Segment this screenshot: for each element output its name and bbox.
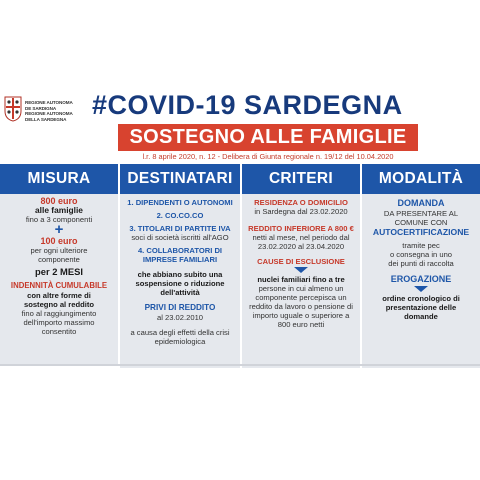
self-certification: AUTOCERTIFICAZIONE <box>372 227 470 237</box>
poster <box>0 86 480 364</box>
law-reference: l.r. 8 aprile 2020, n. 12 - Delibera di Giunta regionale n. 19/12 del 10.04.2020 <box>142 152 394 161</box>
duration: per 2 MESI <box>35 266 83 277</box>
amount-extra: 100 euro <box>40 236 78 246</box>
column-divider <box>360 164 362 364</box>
heading-destinatari: DESTINATARI <box>127 170 233 187</box>
column-destinatari: 1. DIPENDENTI O AUTONOMI 2. CO.CO.CO 3. TITOLARI DI PARTITE IVA soci di società iscritti all'AGO 4. COLLABORATORI DI IMPRESE FAMILIARI che abbiano subito una sospensione o riduzione dell'attività PRIVI DI REDDITO al 23.02.2010 a causa degli effetti della crisi epidemiologica <box>120 194 240 368</box>
region-brand <box>4 96 90 126</box>
page-title: #COVID-19 SARDEGNA <box>92 90 403 120</box>
column-divider <box>240 164 242 364</box>
recipient-item: 4. COLLABORATORI DI <box>137 246 223 255</box>
column-modalita: DOMANDA DA PRESENTARE AL COMUNE CON AUTOCERTIFICAZIONE tramite pec o consegna in uno dei punti di raccolta EROGAZIONE ordine cronologico di presentazione delle domande <box>362 194 480 368</box>
recipient-item: 3. TITOLARI DI PARTITE IVA <box>129 224 231 233</box>
cumulable-title: INDENNITÀ CUMULABILE <box>10 281 108 290</box>
chevron-down-icon <box>414 286 428 292</box>
no-income-title: PRIVI DI REDDITO <box>144 303 216 312</box>
heading-modalita: MODALITÀ <box>378 170 464 187</box>
chevron-down-icon <box>294 267 308 273</box>
exclusion-title: CAUSE DI ESCLUSIONE <box>257 257 345 266</box>
region-crest-icon <box>4 96 22 122</box>
income-title: REDDITO INFERIORE A 800 € <box>248 224 354 233</box>
heading-misura: MISURA <box>27 170 91 187</box>
bottom-divider <box>0 364 480 366</box>
residence-title: RESIDENZA O DOMICILIO <box>254 198 348 207</box>
region-name: REGIONE AUTONOMA DE SARDIGNA REGIONE AUTONOMA DELLA SARDEGNA <box>25 100 73 122</box>
heading-criteri: CRITERI <box>268 170 334 187</box>
recipient-item: 1. DIPENDENTI O AUTONOMI <box>127 198 233 207</box>
application-title: DOMANDA <box>397 198 445 208</box>
recipient-item: 2. CO.CO.CO <box>156 211 204 220</box>
plus-sign: + <box>54 221 64 238</box>
column-misura: 800 euro alle famiglie fino a 3 componenti + 100 euro per ogni ulteriore componente per 2 MESI INDENNITÀ CUMULABILE con altre forme di sostegno al reddito fino al raggiungimento dell'importo massimo consentito <box>0 194 118 366</box>
amount-base: 800 euro <box>40 196 78 206</box>
column-divider <box>118 164 120 364</box>
subtitle-banner: SOSTEGNO ALLE FAMIGLIE <box>118 124 418 151</box>
disbursement-title: EROGAZIONE <box>390 274 452 284</box>
column-criteri: RESIDENZA O DOMICILIO in Sardegna dal 23.02.2020 REDDITO INFERIORE A 800 € netti al mese, nel periodo dal 23.02.2020 al 23.04.2020 CAUSE DI ESCLUSIONE nuclei familiari fino a tre persone in cui almeno un componente percepisca un reddito da lavoro o pensione di importo uguale o superiore a 800 euro netti <box>242 194 360 368</box>
